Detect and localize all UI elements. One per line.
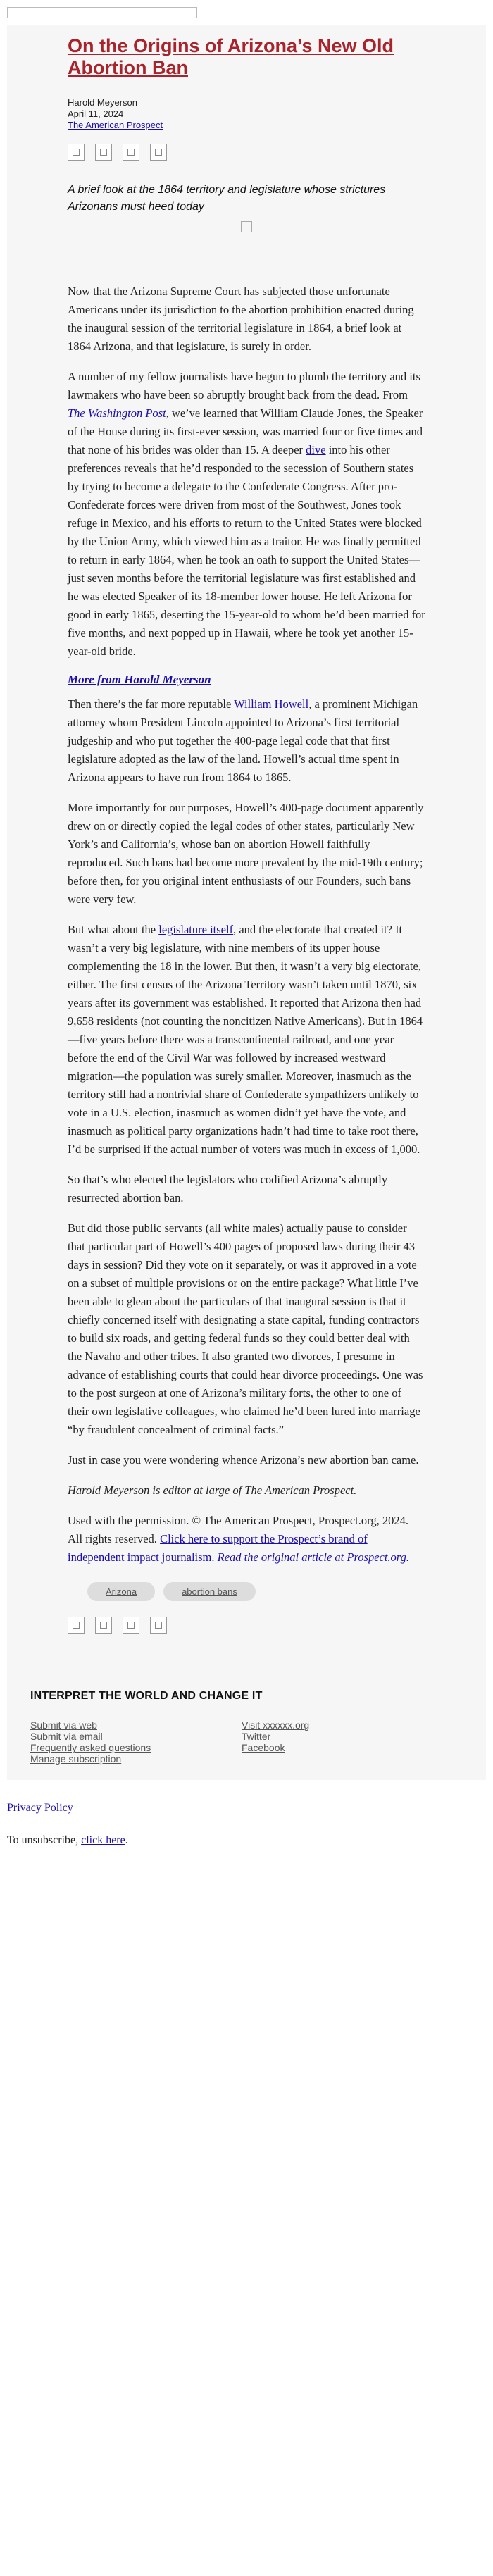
twitter-link[interactable]: Twitter [242, 1731, 271, 1742]
submit-web-link[interactable]: Submit via web [30, 1719, 97, 1731]
washington-post-link[interactable]: The Washington Post [68, 406, 166, 420]
share-icon[interactable] [150, 1617, 167, 1634]
paragraph: Now that the Arizona Supreme Court has subjected those unfortunate Americans under its jurisdiction to the abortion prohibition enacted during the inaugural session of the territorial legislature in 1864, a brief look at 1864 Arizona, and that legislature, is surely in order. [68, 285, 414, 353]
footer-heading: INTERPRET THE WORLD AND CHANGE IT [30, 1690, 263, 1702]
more-from-author-link[interactable]: More from Harold Meyerson [68, 673, 211, 686]
legislature-link[interactable]: legislature itself [158, 923, 234, 936]
paragraph: More importantly for our purposes, Howell’s 400-page document apparently drew on or directly copied the legal codes of other states, particularly New York’s and California’s, whose ban on abortion Howell faithfully reproduced. Such bans had become more prevalent by the mid-19th century; before then, for you original intent enthusiasts of our Founders, such bans were very few. [68, 801, 424, 906]
privacy-policy-link[interactable]: Privacy Policy [7, 1802, 73, 1814]
manage-subscription-link[interactable]: Manage subscription [30, 1753, 122, 1765]
author-bio: Harold Meyerson is editor at large of The American Prospect. [68, 1483, 357, 1497]
article-title[interactable]: On the Origins of Arizona’s New Old Abortion Ban [68, 35, 394, 78]
share-icon[interactable] [150, 144, 167, 161]
unsubscribe-link[interactable]: click here [81, 1834, 125, 1846]
share-icons-top [68, 144, 425, 161]
william-howell-link[interactable]: William Howell [234, 697, 309, 711]
header-image [7, 7, 197, 18]
visit-site-link[interactable]: Visit xxxxxx.org [242, 1719, 310, 1731]
tag-abortion-bans[interactable]: abortion bans [163, 1582, 256, 1601]
tag-list [87, 1582, 425, 1601]
legal-footer [0, 1780, 493, 1848]
share-icon[interactable] [95, 144, 112, 161]
facebook-link[interactable]: Facebook [242, 1742, 285, 1753]
paragraph: A number of my fellow journalists have begun to plumb the territory and its lawmakers who have been so abruptly brought back from the dead. From The Washington Post, we’ve learned that William Claude Jones, the Speaker of the House during its first-ever session, was married four or five times and that none of his brides was older than 15. A deeper dive into his other preferences reveals that he’d responded to the secession of Southern states by trying to become a delegate to the Confederate Congress. After pro-Confederate forces were driven from most of the Southwest, Jones took refuge in Mexico, and his efforts to return to the United States were blocked by the Union Army, which viewed him as a traitor. He was finally permitted to return in early 1864, when he took an oath to support the United States—just seven months before the territorial legislature was first established and he was elected Speaker of its 18-member lower house. He left Arizona for good in early 1865, deserting the 15-year-old to whom he’d been married for five months, and next popped up in Hawaii, where he took yet another 15-year-old bride. [68, 370, 425, 658]
article-card [7, 25, 486, 1662]
more-from-author [68, 673, 425, 687]
paragraph: But did those public servants (all white males) actually pause to consider that particular part of Howell’s 400 pages of proposed laws during their 43 days in session? Did they vote on it separately, or was it approved in a vote on a subset of multiple provisions or on the entire package? What little I’ve been able to glean about the particulars of that inaugural session is that it chiefly concerned itself with designating a state capital, funding contractors to build six roads, and getting federal funds so they could better deal with the Navaho and other tribes. It also granted two divorces, I presume in advance of establishing courts that could hear divorce proceedings. One was to the post surgeon at one of Arizona’s military forts, the other to one of their own legislative colleagues, who claimed he’d been lured into marriage “by fraudulent concealment of criminal facts.” [68, 1221, 423, 1436]
share-icon[interactable] [68, 144, 85, 161]
credit-line: Used with the permission. © The American Prospect, Prospect.org, 2024. All rights reserved. Click here to support the Prospect’s brand of independent impact journalism. Read the original article at Prospect.org. [68, 1514, 409, 1564]
original-article-link[interactable]: Read the original article at Prospect.org. [217, 1550, 409, 1564]
submit-email-link[interactable]: Submit via email [30, 1731, 103, 1742]
share-icons-bottom [68, 1617, 425, 1634]
hero-image [68, 221, 425, 236]
paragraph: But what about the legislature itself, and the electorate that created it? It wasn’t a very big legislature, with nine members of its upper house complementing the 18 in the lower. But then, it wasn’t a very big electorate, either. The first census of the Arizona Territory wasn’t taken until 1870, six years after its government was established. It reported that Arizona then had 9,658 residents (not counting the noncitizen Native Americans). But in 1864—five years before there was a transcontinental railroad, and one year before the end of the Civil War was followed by increased westward migration—the population was surely smaller. Moreover, inasmuch as the territory still had a nontrivial share of Confederate sympathizers unlikely to vote in a U.S. election, inasmuch as women didn’t yet have the vote, and inasmuch as political party organizations hadn’t had time to take root there, I’d be surprised if the actual number of voters was much in excess of 1,000. [68, 923, 423, 1156]
share-icon[interactable] [123, 144, 139, 161]
footer [7, 1662, 486, 1780]
dive-link[interactable]: dive [306, 443, 326, 456]
share-icon[interactable] [95, 1617, 112, 1634]
byline [68, 97, 425, 131]
paragraph: Just in case you were wondering whence Arizona’s new abortion ban came. [68, 1453, 419, 1467]
share-icon[interactable] [68, 1617, 85, 1634]
share-icon[interactable] [123, 1617, 139, 1634]
support-link[interactable]: Click here to support the Prospect’s brand of independent impact journalism. [68, 1532, 368, 1564]
publication-link[interactable]: The American Prospect [68, 120, 163, 130]
article-dek: A brief look at the 1864 territory and legislature whose strictures Arizonans must heed today [68, 184, 386, 213]
paragraph: So that’s who elected the legislators who codified Arizona’s abruptly resurrected abortion ban. [68, 1173, 388, 1205]
author: Harold Meyerson [68, 97, 137, 108]
tag-arizona[interactable]: Arizona [87, 1582, 155, 1601]
date: April 11, 2024 [68, 108, 124, 119]
faq-link[interactable]: Frequently asked questions [30, 1742, 151, 1753]
unsubscribe-line: To unsubscribe, click here. [7, 1834, 128, 1846]
paragraph: Then there’s the far more reputable William Howell, a prominent Michigan attorney whom President Lincoln appointed to Arizona’s first territorial judgeship and who put together the 400-page legal code that that first legislature adopted as the law of the land. Howell’s actual time spent in Arizona appears to have run from 1864 to 1865. [68, 697, 418, 784]
image-icon [241, 221, 252, 232]
